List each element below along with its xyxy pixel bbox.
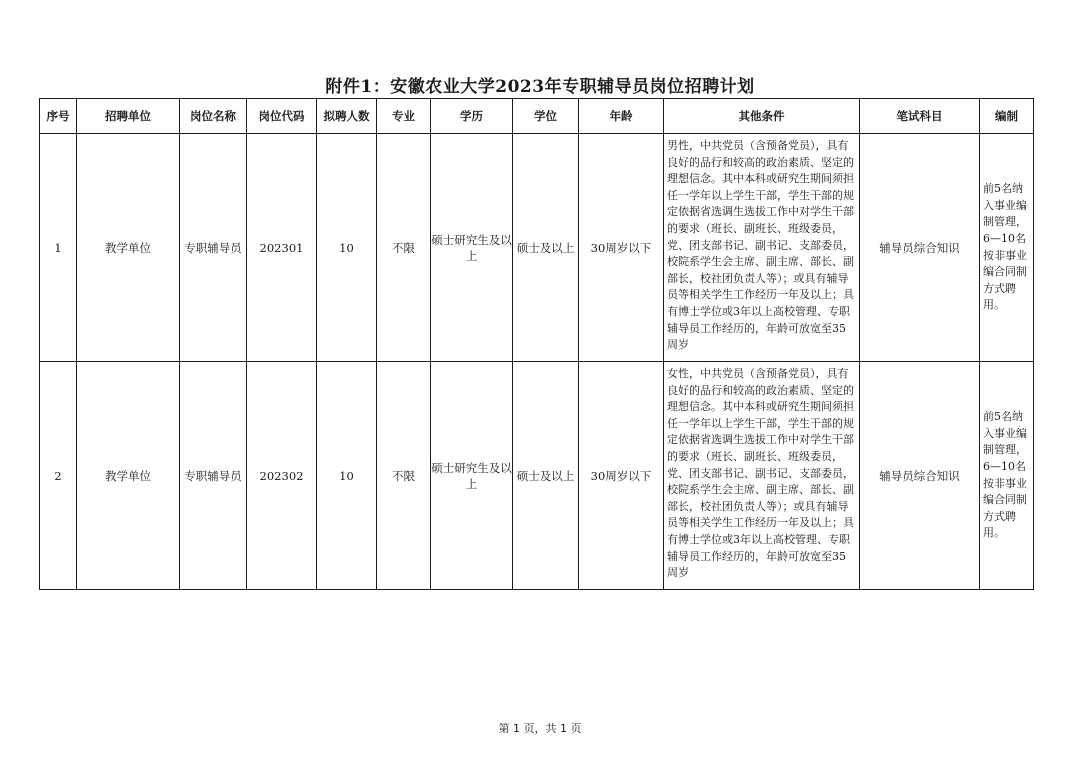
cell-conditions: 女性，中共党员（含预备党员），具有良好的品行和较高的政治素质、坚定的理想信念。其中本科或研究生期间须担任一学年以上学生干部，学生干部的规定依据省选调生选拔工作中对学生干部的要求（班长、副班长、班级委员，党、团支部书记、副书记、支部委员，校院系学生会主席、副主席、部长、副部长，校社团负责人等）；或具有辅导员等相关学生工作经历一年及以上；具有博士学位或3年以上高校管理、专职辅导员工作经历的，年龄可放宽至35周岁 bbox=[664, 362, 860, 590]
cell-major: 不限 bbox=[377, 134, 431, 362]
cell-count: 10 bbox=[317, 362, 377, 590]
col-header-no: 序号 bbox=[40, 99, 77, 134]
cell-code: 202302 bbox=[247, 362, 317, 590]
col-header-count: 拟聘人数 bbox=[317, 99, 377, 134]
cell-position: 专职辅导员 bbox=[180, 134, 247, 362]
cell-unit: 教学单位 bbox=[77, 362, 180, 590]
cell-conditions: 男性，中共党员（含预备党员），具有良好的品行和较高的政治素质、坚定的理想信念。其中本科或研究生期间须担任一学年以上学生干部，学生干部的规定依据省选调生选拔工作中对学生干部的要求（班长、副班长、班级委员，党、团支部书记、副书记、支部委员，校院系学生会主席、副主席、部长、副部长，校社团负责人等）；或具有辅导员等相关学生工作经历一年及以上；具有博士学位或3年以上高校管理、专职辅导员工作经历的，年龄可放宽至35周岁 bbox=[664, 134, 860, 362]
page-title: 附件1：安徽农业大学2023年专职辅导员岗位招聘计划 bbox=[325, 77, 755, 97]
col-header-major: 专业 bbox=[377, 99, 431, 134]
cell-establishment: 前5名纳入事业编制管理，6—10名按非事业编合同制方式聘用。 bbox=[980, 362, 1034, 590]
cell-education: 硕士研究生及以上 bbox=[431, 362, 513, 590]
col-header-establishment: 编制 bbox=[980, 99, 1034, 134]
col-header-code: 岗位代码 bbox=[247, 99, 317, 134]
cell-education: 硕士研究生及以上 bbox=[431, 134, 513, 362]
cell-exam: 辅导员综合知识 bbox=[860, 134, 980, 362]
cell-no: 1 bbox=[40, 134, 77, 362]
col-header-age: 年龄 bbox=[579, 99, 664, 134]
table-row bbox=[40, 362, 1034, 590]
cell-age: 30周岁以下 bbox=[579, 134, 664, 362]
col-header-unit: 招聘单位 bbox=[77, 99, 180, 134]
cell-degree: 硕士及以上 bbox=[513, 134, 579, 362]
col-header-degree: 学位 bbox=[513, 99, 579, 134]
cell-major: 不限 bbox=[377, 362, 431, 590]
cell-degree: 硕士及以上 bbox=[513, 362, 579, 590]
col-header-position: 岗位名称 bbox=[180, 99, 247, 134]
cell-code: 202301 bbox=[247, 134, 317, 362]
cell-establishment: 前5名纳入事业编制管理，6—10名按非事业编合同制方式聘用。 bbox=[980, 134, 1034, 362]
cell-no: 2 bbox=[40, 362, 77, 590]
col-header-exam: 笔试科目 bbox=[860, 99, 980, 134]
page-footer: 第 1 页，共 1 页 bbox=[498, 722, 582, 735]
table-row bbox=[40, 134, 1034, 362]
cell-age: 30周岁以下 bbox=[579, 362, 664, 590]
cell-count: 10 bbox=[317, 134, 377, 362]
cell-unit: 教学单位 bbox=[77, 134, 180, 362]
header-row bbox=[40, 99, 1034, 134]
col-header-education: 学历 bbox=[431, 99, 513, 134]
col-header-conditions: 其他条件 bbox=[664, 99, 860, 134]
cell-position: 专职辅导员 bbox=[180, 362, 247, 590]
recruitment-plan-table bbox=[39, 98, 1034, 590]
cell-exam: 辅导员综合知识 bbox=[860, 362, 980, 590]
